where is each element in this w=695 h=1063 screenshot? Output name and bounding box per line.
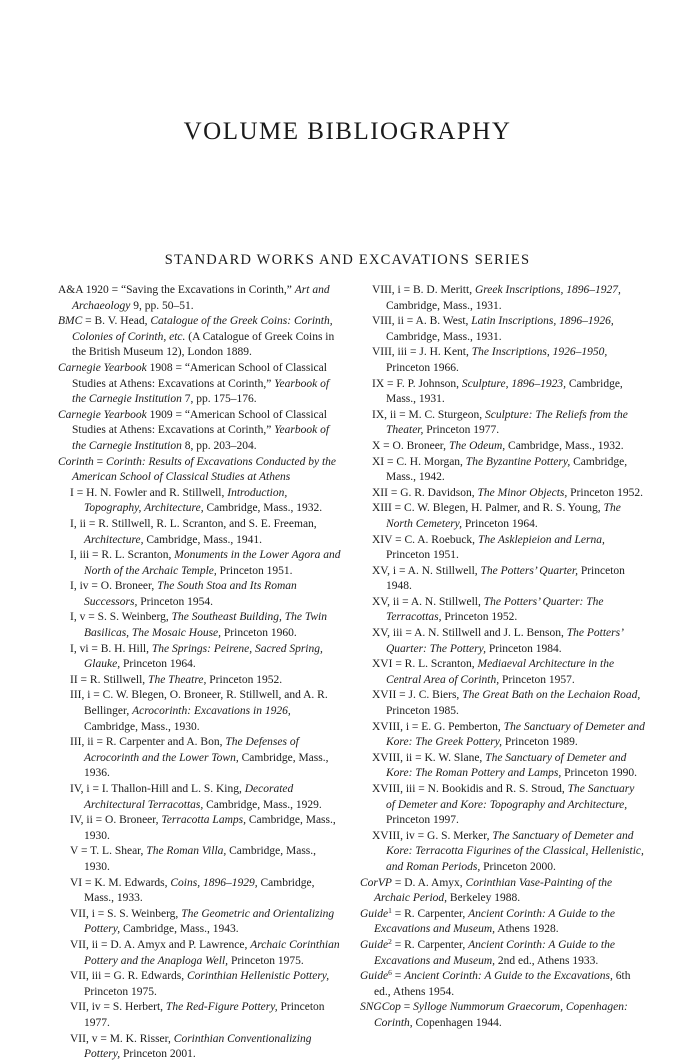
- entry-text: Princeton 2000.: [480, 860, 556, 873]
- bibliography-entry: [70, 735, 342, 782]
- entry-text: Princeton 1951.: [216, 564, 293, 577]
- bibliography-entry: [70, 876, 342, 907]
- italic-title-text: The Potters’ Quarter: The Terracottas,: [386, 595, 604, 624]
- entry-text: Princeton 1989.: [502, 736, 578, 749]
- bibliography-column-left: [58, 283, 342, 1063]
- bibliography-entry: [70, 1000, 342, 1031]
- entry-text: IV, i = I. Thallon-Hill and L. S. King,: [70, 783, 245, 795]
- italic-title-text: Architecture,: [84, 533, 144, 546]
- entry-text: IX = F. P. Johnson,: [372, 377, 462, 390]
- entry-text: = B. V. Head,: [82, 315, 151, 328]
- entry-text: XV, ii = A. N. Stillwell,: [372, 595, 484, 608]
- entry-text: Cambridge, Mass., 1936.: [84, 751, 329, 780]
- entry-text: XIV = C. A. Roebuck,: [372, 533, 478, 546]
- edition-superscript: 6: [388, 968, 392, 978]
- entry-text: 1909 = “American School of Classical Studies at Athens: Excavations at Corinth,”: [72, 408, 327, 437]
- entry-text: (A Catalogue of Greek Coins in the British Museum 12), London 1889.: [72, 330, 335, 359]
- entry-text: Cambridge, Mass., 1929.: [203, 798, 322, 811]
- bibliography-entry: [360, 907, 645, 938]
- bibliography-entry: [372, 829, 645, 876]
- entry-text: Berkeley 1988.: [447, 892, 521, 905]
- entry-text: =: [391, 970, 405, 983]
- entry-text: Cambridge, Mass., 1930.: [84, 814, 336, 842]
- entry-text: Cambridge, Mass., 1941.: [143, 533, 263, 546]
- bibliography-entry: [372, 501, 645, 532]
- entry-text: Princeton 1977.: [423, 424, 500, 437]
- entry-text: A&A 1920 = “Saving the Excavations in Corinth,”: [58, 284, 295, 296]
- italic-title-text: The Byzantine Pottery,: [465, 455, 571, 468]
- italic-title-text: Coins, 1896–1929,: [170, 876, 258, 889]
- bibliography-entry: [372, 751, 645, 782]
- entry-text: Copenhagen 1944.: [412, 1016, 502, 1029]
- italic-title-text: Corinthian Hellenistic Pottery,: [187, 970, 330, 983]
- entry-text: 8, pp. 203–204.: [181, 439, 257, 452]
- entry-text: IV, ii = O. Broneer,: [70, 814, 162, 827]
- bibliography-entry: [70, 610, 342, 641]
- entry-text: VIII, iii = J. H. Kent,: [372, 346, 472, 359]
- bibliography-entry: [58, 408, 342, 455]
- bibliography-entry: [372, 657, 645, 688]
- bibliography-entry: [372, 408, 645, 439]
- italic-title-text: Ancient Corinth: A Guide to the Excavations and Museum,: [374, 938, 615, 967]
- italic-title-text: SNGCop: [360, 1001, 401, 1014]
- italic-title-text: Ancient Corinth: A Guide to the Excavations and Museum,: [374, 907, 615, 936]
- entry-text: XV, i = A. N. Stillwell,: [372, 564, 481, 577]
- italic-title-text: Archaic Corinthian Pottery and the Anaploga Well,: [84, 938, 340, 967]
- entry-text: XIII = C. W. Blegen, H. Palmer, and R. S. Young,: [372, 502, 604, 515]
- italic-title-text: Carnegie Yearbook: [58, 408, 147, 421]
- entry-text: XVIII, iii = N. Bookidis and R. S. Stroud,: [372, 783, 568, 795]
- italic-title-text: The Red-Figure Pottery,: [165, 1001, 278, 1014]
- italic-title-text: Sylloge Nummorum Graecorum, Copenhagen: Corinth,: [374, 1001, 628, 1029]
- bibliography-entry: [70, 688, 342, 735]
- bibliography-entry: [372, 455, 645, 486]
- italic-title-text: The North Cemetery,: [386, 502, 621, 530]
- bibliography-entry: [372, 377, 645, 408]
- italic-title-text: Art and Archaeology: [72, 284, 330, 312]
- italic-title-text: Acrocorinth: Excavations in 1926,: [132, 705, 291, 718]
- italic-title-text: Latin Inscriptions, 1896–1926,: [471, 315, 614, 328]
- entry-text: =: [400, 1001, 414, 1014]
- italic-title-text: The Asklepieion and Lerna,: [477, 533, 605, 546]
- entry-text: VII, iv = S. Herbert,: [70, 1001, 166, 1014]
- entry-text: Princeton 1952.: [206, 673, 283, 686]
- bibliography-entry: [70, 782, 342, 813]
- italic-title-text: Sculpture, 1896–1923,: [461, 377, 566, 390]
- italic-title-text: The Springs: Peirene, Sacred Spring, Glauke,: [84, 642, 323, 671]
- entry-text: Princeton 1975.: [228, 954, 304, 967]
- entry-text: XII = G. R. Davidson,: [372, 486, 478, 499]
- italic-title-text: Corinthian Vase-Painting of the Archaic Period,: [374, 876, 613, 905]
- italic-title-text: Greek Inscriptions, 1896–1927,: [474, 284, 621, 296]
- italic-title-text: Monuments in the Lower Agora and North of the Archaic Temple,: [84, 549, 341, 577]
- entry-text: Cambridge, Mass., 1931.: [386, 299, 502, 312]
- bibliography-entry: [360, 1000, 645, 1031]
- italic-title-text: The Theatre,: [148, 673, 207, 686]
- italic-title-text: The South Stoa and Its Roman Successors,: [84, 580, 297, 608]
- entry-text: Cambridge, Mass., 1930.: [84, 720, 200, 733]
- italic-title-text: Mediaeval Architecture in the Central Area of Corinth,: [386, 658, 615, 686]
- entry-text: VII, ii = D. A. Amyx and P. Lawrence,: [70, 938, 251, 951]
- entry-text: Princeton 1966.: [386, 361, 459, 374]
- edition-superscript: 1: [388, 905, 392, 915]
- bibliography-entry: [360, 876, 645, 907]
- entry-text: 7, pp. 175–176.: [181, 393, 257, 406]
- italic-title-text: The Minor Objects,: [477, 486, 568, 499]
- italic-title-text: Yearbook of the Carnegie Institution: [72, 424, 330, 452]
- entry-text: Princeton 1985.: [386, 705, 459, 718]
- italic-title-text: The Odeum,: [448, 439, 506, 452]
- italic-title-text: Introduction, Topography, Architecture,: [84, 486, 288, 515]
- entry-text: Princeton 1997.: [386, 814, 459, 827]
- entry-text: Princeton 1948.: [386, 564, 625, 593]
- italic-title-text: Carnegie Yearbook: [58, 361, 147, 374]
- entry-text: Princeton 1957.: [499, 673, 575, 686]
- entry-text: Cambridge, Mass., 1943.: [120, 923, 239, 936]
- bibliography-entry: [70, 673, 342, 689]
- bibliography-entry: [70, 517, 342, 548]
- bibliography-entry: [70, 579, 342, 610]
- entry-text: III, ii = R. Carpenter and A. Bon,: [70, 736, 226, 749]
- entry-text: I, ii = R. Stillwell, R. L. Scranton, and S. E. Freeman,: [70, 517, 317, 530]
- bibliography-entry: [70, 642, 342, 673]
- bibliography-entry: [58, 314, 342, 361]
- section-title: STANDARD WORKS AND EXCAVATIONS SERIES: [164, 252, 531, 268]
- bibliography-entry: [70, 969, 342, 1000]
- entry-text: VII, iii = G. R. Edwards,: [70, 970, 187, 983]
- entry-text: I, iv = O. Broneer,: [70, 580, 158, 593]
- bibliography-entry: [372, 782, 645, 829]
- italic-title-text: Guide: [360, 907, 389, 920]
- bibliography-entry: [70, 907, 342, 938]
- entry-text: 1908 = “American School of Classical Studies at Athens: Excavations at Corinth,”: [72, 361, 327, 390]
- bibliography-entry: [70, 813, 342, 844]
- entry-text: Cambridge, Mass., 1931.: [386, 330, 502, 343]
- entry-text: III, i = C. W. Blegen, O. Broneer, R. Stillwell, and A. R. Bellinger,: [70, 689, 328, 718]
- entry-text: I, iii = R. L. Scranton,: [70, 549, 175, 562]
- italic-title-text: The Southeast Building, The Twin Basilicas, The Mosaic House,: [84, 611, 327, 640]
- bibliography-entry: [372, 688, 645, 719]
- bibliography-entry: [70, 486, 342, 517]
- entry-text: Princeton 1951.: [386, 549, 459, 562]
- entry-text: Cambridge, Mass., 1932.: [203, 502, 323, 515]
- italic-title-text: Guide: [360, 970, 389, 983]
- bibliography-entry: [372, 314, 645, 345]
- entry-text: Princeton 1952.: [567, 486, 643, 499]
- entry-text: XVIII, iv = G. S. Merker,: [372, 829, 493, 842]
- entry-text: XVII = J. C. Biers,: [372, 689, 463, 702]
- italic-title-text: The Geometric and Orientalizing Pottery,: [84, 907, 335, 936]
- entry-text: Cambridge, Mass., 1932.: [505, 439, 624, 452]
- entry-text: Princeton 1960.: [221, 627, 297, 640]
- italic-title-text: Catalogue of the Greek Coins: Corinth, Colonies of Corinth, etc.: [72, 315, 333, 343]
- bibliography-entry: [372, 720, 645, 751]
- bibliography-entry: [372, 533, 645, 564]
- entry-text: 9, pp. 50–51.: [130, 299, 194, 312]
- italic-title-text: Decorated Architectural Terracottas,: [84, 783, 294, 811]
- bibliography-entry: [360, 969, 645, 1000]
- italic-title-text: The Potters’ Quarter: The Pottery,: [386, 627, 623, 655]
- italic-title-text: Terracotta Lamps,: [161, 814, 246, 827]
- entry-text: VII, v = M. K. Risser,: [70, 1032, 174, 1045]
- entry-text: VI = K. M. Edwards,: [70, 876, 171, 889]
- edition-superscript: 2: [388, 936, 392, 946]
- bibliography-entry: [372, 486, 645, 502]
- entry-text: XVI = R. L. Scranton,: [372, 658, 478, 671]
- bibliography-entry: [58, 455, 342, 486]
- bibliography-entry: [372, 439, 645, 455]
- entry-text: XV, iii = A. N. Stillwell and J. L. Benson,: [372, 627, 567, 640]
- entry-text: 6th ed., Athens 1954.: [374, 970, 631, 998]
- italic-title-text: Corinthian Conventionalizing Pottery,: [84, 1032, 312, 1061]
- entry-text: Cambridge, Mass., 1942.: [386, 455, 628, 484]
- entry-text: Princeton 1964.: [120, 658, 196, 671]
- italic-title-text: Ancient Corinth: A Guide to the Excavations,: [404, 970, 613, 983]
- italic-title-text: CorVP: [360, 876, 392, 889]
- entry-text: Cambridge, Mass., 1933.: [84, 876, 315, 905]
- entry-text: Cambridge, Mass., 1931.: [386, 377, 623, 406]
- italic-title-text: The Sanctuary of Demeter and Kore: Terracotta Figurines of the Classical, Hellenistic, and Roman Periods,: [386, 829, 644, 873]
- bibliography-entry: [372, 626, 645, 657]
- bibliography-entry: [372, 283, 645, 314]
- bibliography-entry: [70, 548, 342, 579]
- entry-text: Princeton 1977.: [84, 1001, 325, 1029]
- entry-text: VIII, ii = A. B. West,: [372, 315, 472, 328]
- italic-title-text: Sculpture: The Reliefs from the Theater,: [386, 408, 628, 437]
- entry-text: XI = C. H. Morgan,: [372, 455, 466, 468]
- entry-text: Princeton 1975.: [84, 985, 157, 998]
- italic-title-text: Guide: [360, 938, 389, 951]
- entry-text: Athens 1928.: [495, 923, 559, 936]
- italic-title-text: The Sanctuary of Demeter and Kore: The Greek Pottery,: [386, 720, 645, 749]
- entry-text: Cambridge, Mass., 1930.: [84, 845, 317, 873]
- italic-title-text: The Sanctuary of Demeter and Kore: Topography and Architecture,: [386, 783, 635, 811]
- italic-title-text: BMC: [58, 315, 83, 328]
- italic-title-text: The Inscriptions, 1926–1950,: [471, 346, 608, 359]
- entry-text: XVIII, ii = K. W. Slane,: [372, 751, 486, 764]
- entry-text: VIII, i = B. D. Meritt,: [372, 284, 475, 296]
- entry-text: II = R. Stillwell,: [70, 673, 149, 686]
- entry-text: = D. A. Amyx,: [391, 876, 466, 889]
- entry-text: V = T. L. Shear,: [70, 845, 147, 858]
- entry-text: I, vi = B. H. Hill,: [70, 642, 152, 655]
- italic-title-text: The Roman Villa,: [146, 845, 227, 858]
- italic-title-text: Yearbook of the Carnegie Institution: [72, 377, 330, 406]
- italic-title-text: The Potters’ Quarter,: [480, 564, 578, 577]
- entry-text: VII, i = S. S. Weinberg,: [70, 907, 182, 920]
- entry-text: I = H. N. Fowler and R. Stillwell,: [70, 486, 228, 499]
- bibliography-entry: [58, 361, 342, 408]
- entry-text: I, v = S. S. Weinberg,: [70, 611, 172, 624]
- entry-text: =: [93, 455, 107, 468]
- entry-text: Princeton 1964.: [462, 517, 538, 530]
- entry-text: XVIII, i = E. G. Pemberton,: [372, 720, 504, 733]
- bibliography-entry: [372, 564, 645, 595]
- italic-title-text: The Defenses of Acrocorinth and the Lower Town,: [84, 736, 299, 764]
- entry-text: 2nd ed., Athens 1933.: [495, 954, 599, 967]
- italic-title-text: Corinth: [58, 455, 94, 468]
- italic-title-text: The Sanctuary of Demeter and Kore: The Roman Pottery and Lamps,: [386, 751, 627, 780]
- italic-title-text: Corinth: Results of Excavations Conducted by the American School of Classical Studies at Athens: [72, 455, 337, 484]
- bibliography-entry: [360, 938, 645, 969]
- bibliography-entry: [70, 1032, 342, 1063]
- bibliography-entry: [70, 844, 342, 875]
- bibliography-entry: [372, 595, 645, 626]
- bibliography-column-right: [360, 283, 645, 1032]
- bibliography-entry: [58, 283, 342, 314]
- entry-text: X = O. Broneer,: [372, 439, 449, 452]
- entry-text: Princeton 1954.: [137, 595, 214, 608]
- page-title: VOLUME BIBLIOGRAPHY: [183, 118, 512, 145]
- italic-title-text: The Great Bath on the Lechaion Road,: [462, 689, 641, 702]
- entry-text: Princeton 2001.: [120, 1048, 196, 1061]
- bibliography-entry: [70, 938, 342, 969]
- entry-text: Princeton 1990.: [561, 767, 637, 780]
- entry-text: = R. Carpenter,: [391, 907, 469, 920]
- entry-text: Princeton 1952.: [441, 611, 518, 624]
- entry-text: = R. Carpenter,: [391, 938, 469, 951]
- entry-text: IX, ii = M. C. Sturgeon,: [372, 408, 485, 421]
- entry-text: Princeton 1984.: [485, 642, 562, 655]
- bibliography-entry: [372, 345, 645, 376]
